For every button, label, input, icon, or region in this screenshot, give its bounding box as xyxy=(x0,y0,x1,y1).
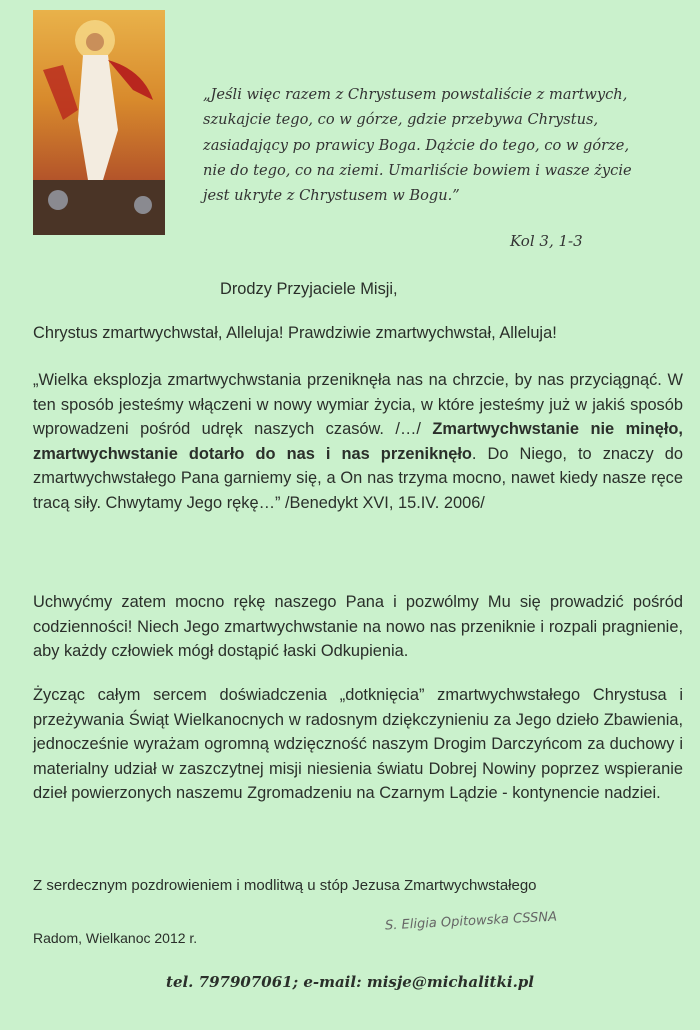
greeting: Drodzy Przyjaciele Misji, xyxy=(220,280,398,298)
quote-line: jest ukryte z Chrystusem w Bogu.” xyxy=(203,187,460,205)
paragraph-3 xyxy=(33,590,683,664)
closing-text: Z serdecznym pozdrowieniem i modlitwą u stóp Jezusa Zmartwychwstałego xyxy=(33,877,537,894)
quote-line: „Jeśli więc razem z Chrystusem powstaliście z martwych, xyxy=(203,86,628,103)
paragraph-text: . Do Niego, to znaczy do zmartwychwstałego Pana garniemy się, a On nas trzyma mocno, nawet kiedy nasze ręce tracą siły. Chwytamy Jego rękę…” /Benedykt XVI, 15.IV. 2006/ xyxy=(33,444,683,512)
paragraph-text: Życząc całym sercem doświadczenia „dotknięcia” zmartwychwstałego Chrystusa i przeżywania Świąt Wielkanocnych w radosnym dziękczynieniu za Jego dzieło Zbawienia, jednocześnie wyrażam ogromną wdzięczność naszym Drogim Darczyńcom za duchowy i materialny udział w zaszczytnej misji niesienia światu Dobrej Nowiny poprzez wspieranie dzieł powierzonych naszemu Zgromadzeniu na Czarnym Lądzie - kontynencie nadziei. xyxy=(33,686,683,802)
bold-quote: Zmartwychwstanie nie minęło, zmartwychwstanie dotarło do nas i nas przeniknęło xyxy=(33,420,683,463)
paragraph-text: „Wielka eksplozja zmartwychwstania przeniknęła nas na chrzcie, by nas przyciągnąć. W ten sposób jesteśmy włączeni w nowy wymiar życia, w które jesteśmy już w jakiś sposób wprowadzeni pośród udręk naszych czasów. /…/ xyxy=(33,371,683,438)
paragraph-text: Chrystus zmartwychwstał, Alleluja! Prawdziwie zmartwychwstał, Alleluja! xyxy=(33,324,557,342)
quote-line: nie do tego, co na ziemi. Umarliście bowiem i wasze życie xyxy=(203,161,632,179)
signature: S. Eligia Opitowska CSSNA xyxy=(384,909,558,934)
quote-line: szukajcie tego, co w górze, gdzie przebywa Chrystus, xyxy=(203,111,599,129)
quote-reference: Kol 3, 1-3 xyxy=(510,232,583,250)
paragraph-4 xyxy=(33,683,683,806)
bible-quote xyxy=(203,82,673,208)
paragraph-2 xyxy=(33,368,683,515)
closing xyxy=(33,874,683,899)
place-date: Radom, Wielkanoc 2012 r. xyxy=(33,930,198,946)
contact-footer: tel. 797907061; e-mail: misje@michalitki.pl xyxy=(166,973,534,991)
paragraph-1 xyxy=(33,321,683,346)
resurrection-image xyxy=(33,10,165,235)
quote-line: zasiadający po prawicy Boga. Dążcie do tego, co w górze, xyxy=(203,136,630,154)
paragraph-text: Uchwyćmy zatem mocno rękę naszego Pana i pozwólmy Mu się prowadzić pośród codzienności! Niech Jego zmartwychwstanie na nowo nas przeniknie i rozpali pragnienie, aby każdy człowiek mógł dostąpić łaski Odkupienia. xyxy=(33,593,683,660)
